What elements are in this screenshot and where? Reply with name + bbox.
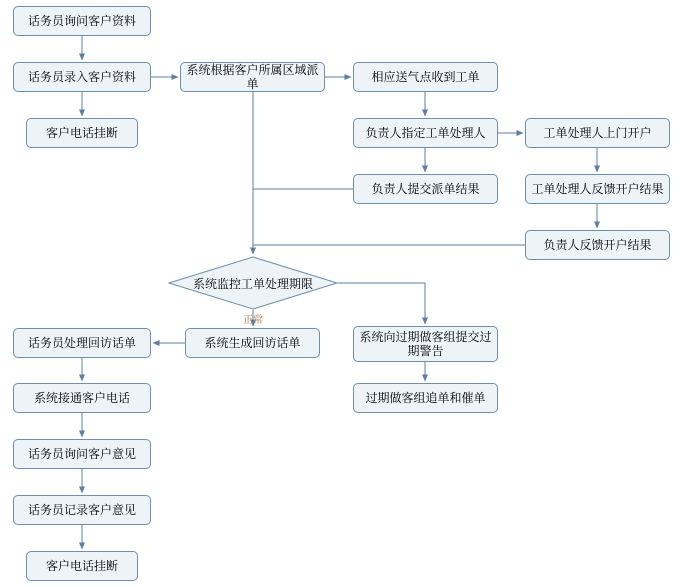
node-label: 负责人提交派单结果 <box>371 182 480 196</box>
node-inquire-customer-info[interactable] <box>13 6 151 36</box>
node-label: 系统接通客户电话 <box>33 391 130 405</box>
node-label: 话务员询问客户资料 <box>27 14 136 28</box>
node-manager-feedback-result[interactable] <box>525 230 670 260</box>
node-gas-station-receives-order[interactable] <box>353 62 498 92</box>
node-agent-handles-followup-sheet[interactable] <box>13 328 151 358</box>
node-manager-submits-dispatch-result[interactable] <box>353 174 498 204</box>
node-label: 系统向过期做客组提交过期警告 <box>359 330 492 358</box>
node-label: 负责人反馈开户结果 <box>543 238 652 252</box>
node-manager-assigns-handler[interactable] <box>353 118 498 148</box>
node-agent-records-opinion[interactable] <box>13 495 151 525</box>
node-label: 客户电话挂断 <box>45 126 118 140</box>
node-label: 系统根据客户所属区域派单 <box>186 63 319 91</box>
node-overdue-group-tracks-orders[interactable] <box>353 383 498 413</box>
node-handler-visits-customer[interactable] <box>525 118 670 148</box>
node-label: 客户电话挂断 <box>45 559 118 573</box>
node-system-calls-customer[interactable] <box>13 383 151 413</box>
edge-n8-decision <box>253 189 353 254</box>
node-handler-feedback-result[interactable] <box>525 174 670 204</box>
node-label: 负责人指定工单处理人 <box>365 126 486 140</box>
node-label: 话务员录入客户资料 <box>27 70 136 84</box>
node-label: 系统生成回访话单 <box>204 336 301 350</box>
node-label: 话务员询问客户意见 <box>27 447 136 461</box>
node-customer-hangup-bottom[interactable] <box>26 551 138 581</box>
node-system-dispatch-by-region[interactable] <box>180 62 325 92</box>
node-system-generates-followup-sheet[interactable] <box>185 328 320 358</box>
node-label: 工单处理人反馈开户结果 <box>531 182 664 196</box>
node-label: 过期做客组追单和催单 <box>365 391 486 405</box>
node-enter-customer-info[interactable] <box>13 62 151 92</box>
node-label: 系统监控工单处理期限 <box>192 276 313 291</box>
edge-label-normal: 正常 <box>243 315 263 326</box>
edge-decision-n14 <box>338 283 425 324</box>
node-monitor-order-deadline[interactable] <box>168 256 338 310</box>
node-agent-asks-opinion[interactable] <box>13 439 151 469</box>
node-customer-hangup-top[interactable] <box>26 118 138 148</box>
node-label: 工单处理人上门开户 <box>543 126 652 140</box>
node-system-sends-overdue-warning[interactable] <box>353 326 498 362</box>
node-label: 话务员记录客户意见 <box>27 503 136 517</box>
node-label: 相应送气点收到工单 <box>371 70 480 84</box>
node-label: 话务员处理回访话单 <box>27 336 136 350</box>
